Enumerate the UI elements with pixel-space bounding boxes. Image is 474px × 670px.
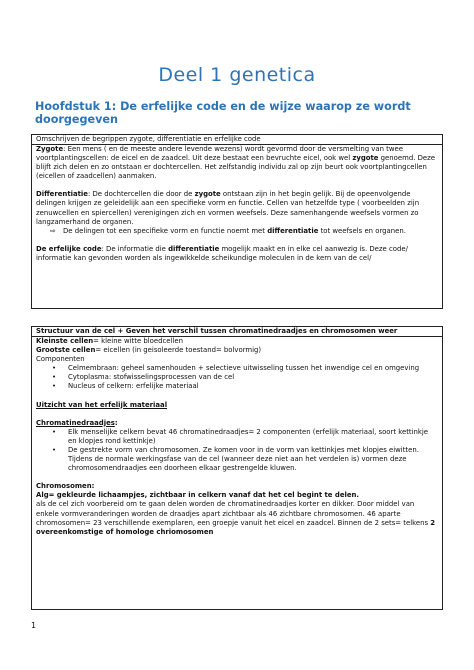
- bullet-icon: •: [52, 364, 57, 373]
- bullet-icon: •: [52, 373, 57, 382]
- differentiatie-paragraph: [36, 190, 438, 226]
- grootste-cellen-term: Grootste cellen: [36, 346, 96, 355]
- chromatine-list: [36, 428, 438, 473]
- erfelijke-code-text-c: mogelijk maakt en in elke cel aanwezig is. Deze code/ informatie kan gevonden worden als ingewikkelde scheikundige moleculen in de kern van de cel/: [36, 244, 408, 262]
- arrow-text-a: De delingen tot een specifieke vorm en functie noemt met: [63, 226, 268, 235]
- differentiatie-emphasis: zygote: [194, 190, 221, 199]
- list-item-text: De gestrekte vorm van chromosomen. Ze komen voor in de vorm van kettinkjes met klopjes eiwitten. Tijdens de normale werkingsfase van de cel (wanneer deze niet aan het verdelen is) vormen deze chromosomendraadjes een doorheen elkaar gestrengelde kluwen.: [68, 445, 419, 473]
- cell-structure-box-header: Structuur van de cel + Geven het verschil tussen chromatinedraadjes en chromosomen weer: [32, 327, 442, 337]
- chromosomen-heading: Chromosomen:: [36, 482, 95, 491]
- bullet-icon: •: [52, 445, 57, 454]
- uitzicht-heading: Uitzicht van het erfelijk materiaal: [36, 400, 168, 409]
- chromatine-colon: :: [114, 418, 118, 427]
- spacer: [36, 410, 438, 419]
- bullet-icon: •: [52, 382, 57, 391]
- spacer: [36, 236, 438, 245]
- erfelijke-code-emphasis: differentiatie: [168, 244, 220, 253]
- arrow-text-c: tot weefsels en organen.: [318, 226, 406, 235]
- document-title: Deel 1 genetica: [158, 64, 316, 86]
- kleinste-cellen-term: Kleinste cellen: [36, 337, 94, 345]
- chromatine-term: Chromatinedraadjes: [36, 418, 115, 427]
- chromosomen-text-a: als de cel zich voorbereid om te gaan delen worden de chromatinedraadjes korter en dikker. Door middel van enkele vormveranderingen worden de draadjes apart zichtbaar als 46 zichtbare chromosomen. 46 aparte chromosomen= 23 verschillende exemplaren, een groepje vanuit het eicel en zaadcel. Binnen de 2 sets= telkens: [36, 500, 431, 527]
- grootste-cellen-line: [36, 346, 438, 355]
- differentiatie-term: Differentiatie: [36, 190, 88, 199]
- list-item: [36, 373, 438, 382]
- arrow-emphasis: differentiatie: [267, 226, 319, 235]
- differentiatie-text-c: ontstaan zijn in het begin gelijk. Bij de opeenvolgende delingen krijgen ze geleidelijk aan een specifieke vorm en functie. Cellen van hetzelfde type ( voorbeelden zijn zenuwcellen en spiercellen) verenigingen zich en vormen weefsels. Deze samenhangende weefsels vormen zo langzamerhand de organen.: [36, 190, 420, 226]
- componenten-label: Componenten: [36, 355, 85, 364]
- definitions-box-body: [32, 145, 442, 263]
- list-item-text: Cytoplasma: stofwisselingsprocessen van de cel: [68, 373, 235, 382]
- chromosomen-paragraph: [36, 500, 438, 536]
- zygote-text-a: : Een mens ( en de meeste andere levende wezens) wordt gevormd door de versmelting van twee voortplantingscellen: de eicel en de zaadcel. Uit deze bestaat een bevruchte eicel, ook wel: [36, 145, 403, 163]
- list-item: [36, 446, 438, 473]
- cell-structure-box-body: [32, 337, 442, 537]
- right-arrow-icon: ⇨: [50, 226, 56, 235]
- list-item: [36, 364, 438, 373]
- chromosomen-emphasis: 2 overeenkomstige of homologe chriomosomen: [36, 518, 436, 536]
- kleinste-cellen-line: [36, 337, 438, 346]
- chapter-heading: Hoofdstuk 1: De erfelijke code en de wijze waarop ze wordt doorgegeven: [35, 100, 411, 126]
- list-item-text: Elk menselijke celkern bevat 46 chromatinedraadjes= 2 componenten (erfelijk materiaal, soort kettinkje en klopjes rond kettinkje): [68, 427, 429, 445]
- arrow-point: [36, 227, 438, 236]
- kleinste-cellen-text: = kleine witte bloedcellen: [93, 337, 183, 345]
- definitions-box: [31, 134, 443, 309]
- definitions-box-header: Omschrijven de begrippen zygote, differentiatie en erfelijke code: [32, 135, 442, 145]
- zygote-paragraph: [36, 145, 438, 181]
- list-item-text: Nucleus of celkern: erfelijke materiaal: [68, 382, 199, 391]
- page-number: 1: [31, 621, 37, 630]
- zygote-emphasis: zygote: [352, 154, 379, 163]
- erfelijke-code-paragraph: [36, 245, 438, 263]
- grootste-cellen-text: = eicellen (in geisoleerde toestand= bolvormig): [95, 346, 262, 355]
- erfelijke-code-text-a: : De informatie die: [101, 244, 169, 253]
- chromosomen-definition: Alg= gekleurde lichaampjes, zichtbaar in celkern vanaf dat het cel begint te delen.: [36, 491, 360, 500]
- bullet-icon: •: [52, 427, 57, 436]
- spacer: [36, 473, 438, 482]
- components-list: [36, 364, 438, 391]
- list-item-text: Celmembraan: geheel samenhouden + selectieve uitwisseling tussen het inwendige cel en omgeving: [68, 364, 420, 373]
- spacer: [36, 392, 438, 401]
- zygote-term: Zygote: [36, 145, 64, 153]
- list-item: [36, 428, 438, 446]
- erfelijke-code-term: De erfelijke code: [36, 244, 102, 253]
- differentiatie-text-a: : De dochtercellen die door de: [87, 190, 195, 199]
- list-item: [36, 382, 438, 391]
- spacer: [36, 181, 438, 190]
- zygote-text-c: genoemd. Deze blijft zich delen en zo ontstaan er dochtercellen. Het zelfstandig individu zal op zijn beurt ook voortplantingcellen (eicellen of zaadcellen) aanmaken.: [36, 154, 435, 181]
- cell-structure-box: [31, 326, 443, 610]
- chromatine-heading: [36, 419, 438, 428]
